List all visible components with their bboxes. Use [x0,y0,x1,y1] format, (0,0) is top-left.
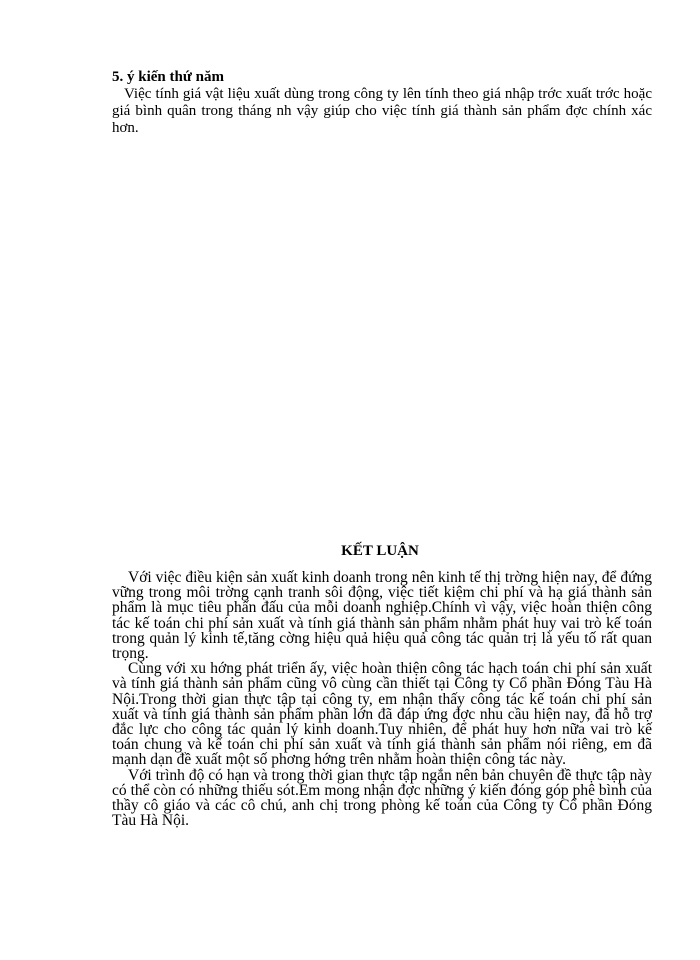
conclusion-paragraph-3: Với trình độ có hạn và trong thời gian thực tập ngắn nên bản chuyên đề thực tập này có thể còn có những thiếu sót.Em mong nhận đợc những ý kiến đóng góp phê bình của thầy cô giáo và các cô chú, anh chị trong phòng kế toán của Công ty Cổ phần Đóng Tàu Hà Nội. [112,766,652,830]
conclusion-title: KẾT LUẬN [341,543,419,559]
section-5-paragraph: Việc tính giá vật liệu xuất dùng trong công ty lên tính theo giá nhập trớc xuất trớc hoặc giá bình quân trong tháng nh vậy giúp cho việc tính giá thành sản phẩm đợc chính xác hơn. [112,86,652,136]
conclusion-paragraph-2: Cùng với xu hớng phát triển ấy, việc hoàn thiện công tác hạch toán chi phí sản xuất và tính giá thành sản phẩm cũng vô cùng cần thiết tại Công ty Cổ phần Đóng Tàu Hà Nội.Trong thời gian thực tập tại công ty, em nhận thấy công tác kế toán chi phí sản xuất và tính giá thành sản phẩm phần lớn đã đáp ứng đợc nhu cầu hiện nay, đã hỗ trợ đắc lực cho công tác quản lý kinh doanh.Tuy nhiên, để phát huy hơn nữa vai trò kế toán chung và kế toán chi phí sản xuất và tính giá thành sản phẩm nói riêng, em đã mạnh dạn đề xuất một số phơng hớng trên nhằm hoàn thiện công tác này. [112,660,652,769]
conclusion-paragraph-1: Với việc điều kiện sản xuất kinh doanh trong nên kinh tế thị trờng hiện nay, để đứng vững trong môi trờng cạnh tranh sôi động, việc tiết kiệm chi phí và hạ giá thành sản phẩm là mục tiêu phấn đấu của mỗi doanh nghiệp.Chính vì vậy, việc hoàn thiện công tác kế toán chi phí sản xuất và tính giá thành sản phẩm nhằm phát huy vai trò kế toán trong quản lý kinh tế,tăng cờng hiệu quả hiệu quả công tác quản trị là yếu tố rất quan trọng. [112,569,652,663]
section-5-heading: 5. ý kiến thứ năm [112,69,224,85]
section-5 [112,68,652,137]
conclusion-section [112,570,652,828]
